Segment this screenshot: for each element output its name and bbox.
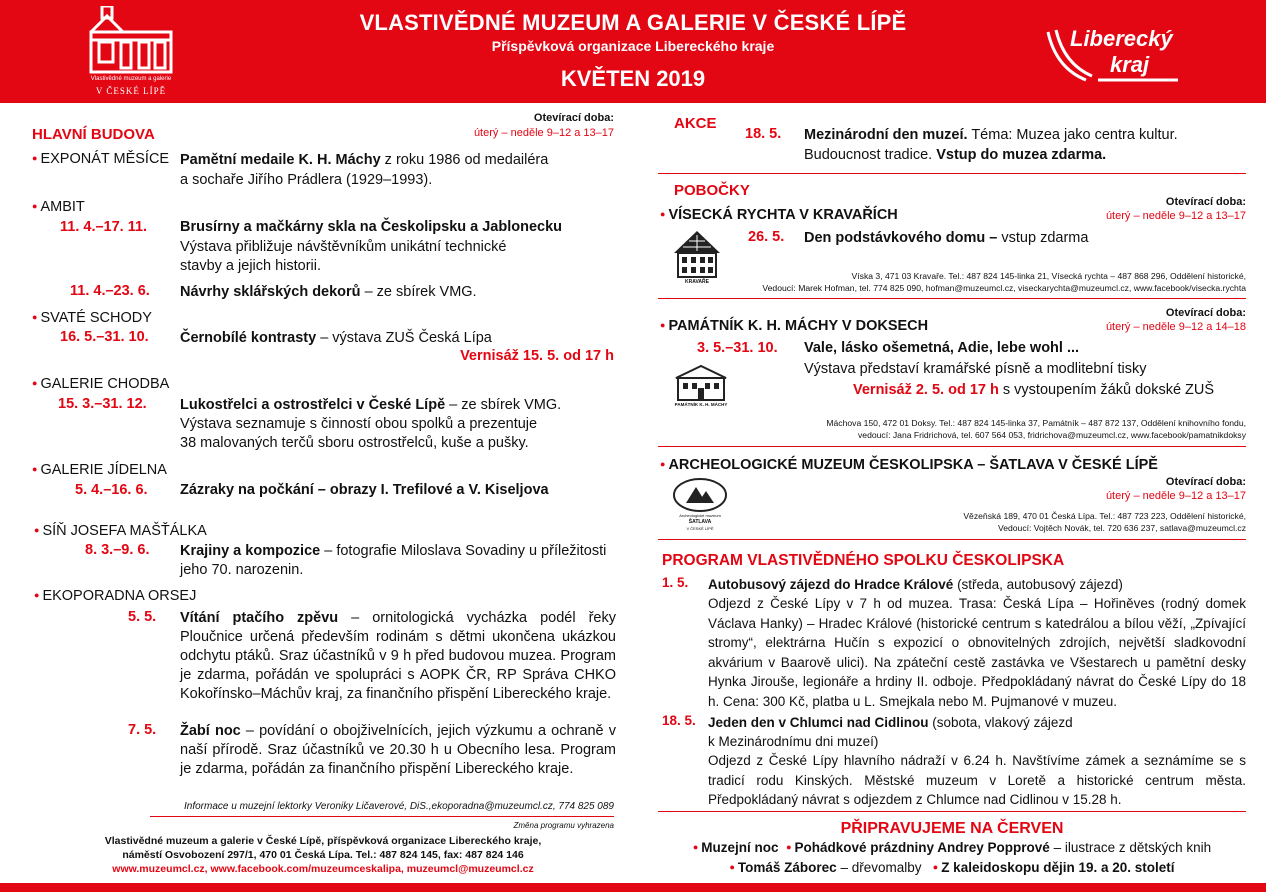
- program-title-1: Autobusový zájezd do Hradce Králové: [708, 577, 954, 592]
- program-desc-1: Odjezd z České Lípy v 7 h od muzea. Trasa: Česká Lípa – Hořiněves (rodný domek Václava Hanky) – Hradec Králové (historické centrum s katedrálou a bílou věží, „Zpívající stromy“, elektrárna Hučín s expozicí o obnovitelných zdrojích, největší sladkovodní akvárium v Baarově ulici). Na zpáteční cestě zastávka ve Všestarech u pamětní desky Hynka Jirouše, legionáře a hrdiny II. odboje. Předpokládaný návrat do České Lípy do 18 h. Cena: 300 Kč, platba u L. Smejkala nebo M. Pujmanové v muzeu.: [708, 596, 1246, 709]
- chodba-label: ● GALERIE CHODBA: [32, 376, 169, 392]
- kraj-logo-text-2: kraj: [1110, 52, 1150, 77]
- hours-label: Otevírací doba:: [533, 112, 614, 124]
- pamatnik-contact-2: vedoucí: Jana Fridrichová, tel. 607 564 053, fridrichova@muzeumcl.cz, www.facebook/pamatnikdoksy: [858, 430, 1246, 440]
- visecka-text: vstup zdarma: [997, 230, 1089, 246]
- chodba-desc-1: Výstava seznamuje s činností obou spolků a prezentuje: [180, 416, 538, 432]
- divider: [658, 539, 1246, 540]
- visecka-contact-1: Víska 3, 471 03 Kravaře. Tel.: 487 824 145-linka 21, Vísecká rychta – 487 868 296, Oddělení historické,: [851, 271, 1246, 281]
- ambit-item-2: [180, 283, 477, 302]
- jidelna-date: 5. 4.–16. 6.: [75, 482, 148, 498]
- house-icon: [672, 229, 722, 279]
- pamatnik-label: ● PAMÁTNÍK K. H. MÁCHY V DOKSECH: [660, 318, 928, 334]
- month-title: KVĚTEN 2019: [560, 66, 706, 91]
- akce-title: Mezinárodní den muzeí.: [804, 127, 968, 143]
- visecka-event: [804, 229, 1088, 248]
- exponat-text-2: a sochaře Jiřího Prádlera (1929–1993).: [180, 172, 433, 188]
- archeo-caption-1: Archeologické muzeum: [679, 513, 721, 518]
- ambit-date-1: 11. 4.–17. 11.: [60, 219, 148, 235]
- archeo-image: [672, 477, 728, 537]
- jidelna-title: Zázraky na počkání – obrazy I. Trefilové a V. Kiseljova: [180, 482, 549, 498]
- liberecky-kraj-logo: [1042, 24, 1182, 84]
- program-title-2: Jeden den v Chlumci nad Cidlinou: [708, 715, 929, 730]
- visecka-image: [672, 229, 722, 287]
- archeo-contact-2: Vedoucí: Vojtěch Novák, tel. 720 636 237, satlava@muzeumcl.cz: [997, 523, 1246, 533]
- program-title: PROGRAM VLASTIVĚDNÉHO SPOLKU ČESKOLIPSKA: [662, 552, 1065, 569]
- visecka-label: ● VÍSECKÁ RYCHTA V KRAVAŘÍCH: [660, 207, 898, 223]
- exponat-block: [180, 151, 616, 170]
- eko-item-2: [180, 722, 616, 779]
- akce-text-2: Budoucnost tradice.: [804, 147, 937, 163]
- exponat-label: ● EXPONÁT MĚSÍCE: [32, 151, 169, 167]
- cerven-title: PŘIPRAVUJEME NA ČERVEN: [840, 820, 1064, 837]
- logo-caption: V ČESKÉ LÍPĚ: [95, 86, 167, 96]
- logo-caption-small: Vlastivědné muzeum a galerie: [90, 76, 172, 82]
- program-desc-2: Odjezd z České Lípy hlavního nádraží v 6.24 h. Navštívíme zámek a seznámíme se s tradicí rodu Kinských. Městské muzeum v Loretě a historické centrum města. Předpokládaný návrat s odjezdem z Chlumce nad Cidlinou v 15.28 h.: [708, 753, 1246, 807]
- cerven-item-1: ● Muzejní noc: [693, 840, 779, 855]
- cerven-line-2: [658, 860, 1246, 875]
- section-hlavni-budova: HLAVNÍ BUDOVA: [32, 126, 155, 143]
- hours-value: úterý – neděle 9–12 a 13–17: [473, 127, 614, 139]
- satlava-icon: [672, 477, 728, 513]
- pamatnik-image: [672, 362, 730, 410]
- chodba-date: 15. 3.–31. 12.: [58, 396, 147, 412]
- schody-label: ● SVATÉ SCHODY: [32, 310, 152, 326]
- divider: [658, 446, 1246, 447]
- pamatnik-vernisaz-text: s vystoupením žáků dokské ZUŠ: [998, 382, 1215, 398]
- ambit-text-2: – ze sbírek VMG.: [360, 284, 477, 300]
- footer-line-1: Vlastivědné muzeum a galerie v České Lípě, příspěvková organizace Libereckého kraje,: [104, 835, 542, 847]
- cerven-item-2: ● Pohádkové prázdniny Andrey Popprové: [786, 840, 1050, 855]
- ekoporadna-label: ● EKOPORADNA ORSEJ: [34, 588, 196, 604]
- cerven-item-3-text: – dřevomalby: [836, 860, 922, 875]
- sin-text: – fotografie Miloslava Sovadiny u příležitosti: [320, 543, 607, 559]
- program-date-1: 1. 5.: [662, 575, 689, 590]
- eko-date-2: 7. 5.: [128, 722, 157, 738]
- visecka-title: Den podstávkového domu –: [804, 230, 998, 246]
- divider: [658, 173, 1246, 174]
- archeo-caption-2: ŠATLAVA: [688, 519, 712, 525]
- eko-item-1: [180, 609, 616, 704]
- schody-date: 16. 5.–31. 10.: [60, 329, 149, 345]
- program-date-2: 18. 5.: [662, 713, 696, 728]
- archeo-label: ● ARCHEOLOGICKÉ MUZEUM ČESKOLIPSKA – ŠATLAVA V ČESKÉ LÍPĚ: [660, 457, 1158, 473]
- sin-label: ● SÍŇ JOSEFA MAŠŤÁLKA: [34, 523, 207, 539]
- chodba-text: – ze sbírek VMG.: [445, 397, 562, 413]
- eko-title-1: Vítání ptačího zpěvu: [180, 610, 339, 626]
- visecka-date: 26. 5.: [748, 229, 785, 245]
- ambit-label: ● AMBIT: [32, 199, 85, 215]
- akce-line-1: [804, 126, 1178, 145]
- schody-title: Černobílé kontrasty: [180, 330, 317, 346]
- pamatnik-hours: úterý – neděle 9–12 a 14–18: [1105, 321, 1246, 333]
- program-sub-1: (středa, autobusový zájezd): [953, 577, 1123, 592]
- cerven-item-4: ● Z kaleidoskopu dějin 19. a 20. století: [933, 860, 1175, 875]
- eko-date-1: 5. 5.: [128, 609, 157, 625]
- sin-text-2: jeho 70. narozenin.: [180, 562, 304, 578]
- chodba-item: [180, 396, 561, 415]
- change-note: Změna programu vyhrazena: [513, 821, 614, 830]
- bottom-bar: [0, 883, 1266, 892]
- program-sub-2b: k Mezinárodnímu dni muzeí): [708, 734, 879, 749]
- divider: [658, 298, 1246, 299]
- akce-line-2: [804, 146, 1106, 165]
- eko-desc-2: – povídání o obojživelnících, jejich výzkumu a ochraně v naší přírodě. Sraz účastníků ve 20.30 h u Obecního lesa. Program je zdarma, pořádán za finančního přispění Libereckého kraje.: [180, 723, 616, 777]
- eko-info: Informace u muzejní lektorky Veroniky Ličaverové, DiS.,ekoporadna@muzeumcl.cz, 774 825 089: [184, 801, 614, 812]
- sin-item: [180, 542, 606, 561]
- archeo-caption-3: V ČESKÉ LÍPĚ: [686, 526, 714, 531]
- page-title: VLASTIVĚDNÉ MUZEUM A GALERIE V ČESKÉ LÍPĚ: [359, 10, 907, 35]
- cerven-item-3: ● Tomáš Záborec: [729, 860, 836, 875]
- cerven-line-1: [658, 840, 1246, 855]
- ambit-date-2: 11. 4.–23. 6.: [70, 283, 150, 299]
- visecka-image-caption: KRAVAŘE: [685, 279, 709, 285]
- akce-free: Vstup do muzea zdarma.: [936, 147, 1107, 163]
- ambit-title-1: Brusírny a mačkárny skla na Českolipsku a Jablonecku: [180, 219, 563, 235]
- header: [0, 0, 1266, 103]
- sin-title: Krajiny a kompozice: [180, 543, 321, 559]
- eko-title-2: Žabí noc: [180, 723, 241, 739]
- archeo-hours-label: Otevírací doba:: [1165, 476, 1246, 488]
- schody-text: – výstava ZUŠ Česká Lípa: [316, 330, 492, 346]
- program-sub-2: (sobota, vlakový zájezd: [928, 715, 1073, 730]
- pamatnik-desc: Výstava představí kramářské písně a modlitební tisky: [804, 361, 1147, 377]
- footer-line-3: www.muzeumcl.cz, www.facebook.com/muzeumceskalipa, muzeumcl@muzeumcl.cz: [112, 863, 534, 875]
- exponat-title: Pamětní medaile K. H. Máchy: [180, 152, 381, 168]
- visecka-hours: úterý – neděle 9–12 a 13–17: [1105, 210, 1246, 222]
- divider: [150, 816, 614, 817]
- pamatnik-title: Vale, lásko ošemetná, Adie, lebe wohl ...: [804, 340, 1080, 356]
- chodba-desc-2: 38 malovaných terčů sboru ostrostřelců, kuše a pušky.: [180, 435, 529, 451]
- akce-text-1: Téma: Muzea jako centra kultur.: [967, 127, 1178, 143]
- visecka-contact-2: Vedoucí: Marek Hofman, tel. 774 825 090, hofman@muzeumcl.cz, viseckarychta@muzeumcl.cz, www.facebook/visecka.rychta: [762, 283, 1246, 293]
- building-icon: [672, 362, 730, 402]
- exponat-text: z roku 1986 od medailéra: [380, 152, 549, 168]
- section-pobocky: POBOČKY: [674, 182, 750, 199]
- pamatnik-vernisaz: Vernisáž 2. 5. od 17 h: [853, 382, 999, 398]
- section-akce: AKCE: [674, 115, 717, 132]
- divider: [658, 811, 1246, 812]
- archeo-contact-1: Vězeňská 189, 470 01 Česká Lípa. Tel.: 487 723 223, Oddělení historické,: [963, 511, 1246, 521]
- visecka-hours-label: Otevírací doba:: [1165, 196, 1246, 208]
- program-item-1: [708, 575, 1123, 594]
- akce-date: 18. 5.: [745, 126, 782, 142]
- page-subtitle: Příspěvková organizace Libereckého kraje: [491, 38, 775, 54]
- chodba-title: Lukostřelci a ostrostřelci v České Lípě: [180, 397, 446, 413]
- cerven-item-2-text: – ilustrace z dětských knih: [1049, 840, 1212, 855]
- pamatnik-date: 3. 5.–31. 10.: [697, 340, 778, 356]
- schody-vernisaz: Vernisáž 15. 5. od 17 h: [460, 348, 614, 364]
- eko-desc-1: – ornitologická vycházka podél řeky Ploučnice určená především rodinám s dětmi ukončena ukázkou odchytu ptáků. Sraz účastníků v 9 h před budovou muzea. Program je zdarma, pořádán ve spolupráci s AOPK ČR, RP Správa CHKO Kokořínsko–Máchův kraj, za finančního přispění Libereckého kraje.: [180, 610, 616, 702]
- footer-line-2: náměstí Osvobození 297/1, 470 01 Česká Lípa. Tel.: 487 824 145, fax: 487 824 146: [122, 849, 524, 861]
- pamatnik-vernisaz-line: [853, 381, 1214, 400]
- ambit-desc-1b: stavby a jejich historii.: [180, 258, 322, 274]
- kraj-logo-text: Liberecký: [1070, 26, 1173, 51]
- pamatnik-contact-1: Máchova 150, 472 01 Doksy. Tel.: 487 824 145-linka 37, Památník – 487 872 137, Oddělení knihovního fondu,: [826, 418, 1246, 428]
- pamatnik-hours-label: Otevírací doba:: [1165, 307, 1246, 319]
- jidelna-label: ● GALERIE JÍDELNA: [32, 462, 167, 478]
- sin-date: 8. 3.–9. 6.: [85, 542, 150, 558]
- ambit-title-2: Návrhy sklářských dekorů: [180, 284, 361, 300]
- ambit-desc-1: Výstava přibližuje návštěvníkům unikátní technické: [180, 239, 507, 255]
- program-item-2: [708, 713, 1073, 732]
- schody-item: [180, 329, 492, 348]
- archeo-hours: úterý – neděle 9–12 a 13–17: [1105, 490, 1246, 502]
- pamatnik-image-caption: PAMÁTNÍK K. H. MÁCHY: [674, 402, 728, 407]
